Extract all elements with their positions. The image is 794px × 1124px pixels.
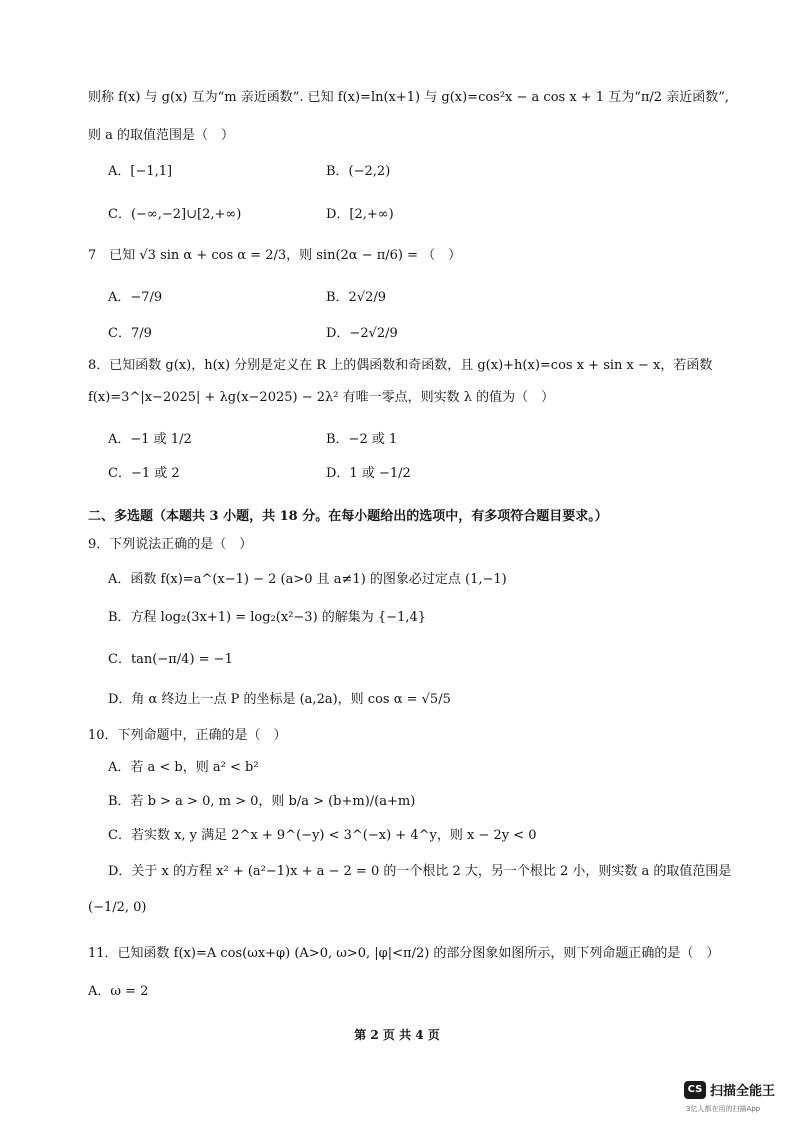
q10-option-d-cont: (−1/2, 0) (88, 900, 147, 915)
scanner-brand-name: 扫描全能王 (710, 1084, 776, 1099)
q8-option-c: C．−1 或 2 (108, 466, 180, 481)
scanner-tagline: 3亿人都在用的扫描App (686, 1105, 761, 1113)
q9-option-b: B．方程 log₂(3x+1) = log₂(x²−3) 的解集为 {−1,4} (108, 610, 427, 625)
q7-option-d: D．−2√2/9 (326, 326, 398, 341)
q6-option-d: D．[2,+∞) (326, 207, 394, 222)
q11-option-a: A．ω = 2 (88, 984, 149, 999)
q10-option-d: D．关于 x 的方程 x² + (a²−1)x + a − 2 = 0 的一个根比 2 大，另一个根比 2 小，则实数 a 的取值范围是 (108, 864, 732, 879)
q7-option-b: B．2√2/9 (326, 290, 387, 305)
q6-option-a: A．[−1,1] (108, 164, 173, 179)
q7-option-c: C．7/9 (108, 326, 152, 341)
question-11: 11．已知函数 f(x)=A cos(ωx+φ) (A>0, ω>0, |φ|<π/2) 的部分图象如图所示，则下列命题正确的是（ ） (88, 946, 720, 961)
q10-option-c: C．若实数 x, y 满足 2^x + 9^(−y) < 3^(−x) + 4^y，则 x − 2y < 0 (108, 828, 537, 843)
question-7: 7 已知 √3 sin α + cos α = 2/3，则 sin(2α − π/6) = （ ） (88, 248, 462, 263)
section-2-heading: 二、多选题（本题共 3 小题，共 18 分。在每小题给出的选项中，有多项符合题目要求。） (88, 509, 608, 524)
q8-option-b: B．−2 或 1 (326, 432, 398, 447)
q10-option-a: A．若 a < b，则 a² < b² (108, 760, 259, 775)
scanner-watermark (684, 1080, 775, 1099)
question-9: 9．下列说法正确的是（ ） (88, 537, 253, 552)
question-8: 8．已知函数 g(x)，h(x) 分别是定义在 R 上的偶函数和奇函数，且 g(x)+h(x)=cos x + sin x − x，若函数 (88, 358, 713, 373)
page-footer: 第 2 页 共 4 页 (354, 1028, 440, 1042)
q9-option-c: C．tan(−π/4) = −1 (108, 652, 233, 667)
q10-option-b: B．若 b > a > 0, m > 0，则 b/a > (b+m)/(a+m) (108, 794, 416, 809)
scanner-logo-icon: CS (684, 1081, 706, 1099)
question-6-stem: 则称 f(x) 与 g(x) 互为“m 亲近函数”. 已知 f(x)=ln(x+1) 与 g(x)=cos²x − a cos x + 1 互为“π/2 亲近函数”, (88, 90, 729, 105)
q8-option-d: D．1 或 −1/2 (326, 466, 411, 481)
question-8-cont: f(x)=3^|x−2025| + λg(x−2025) − 2λ² 有唯一零点，则实数 λ 的值为（ ） (88, 390, 555, 405)
question-6-stem-cont: 则 a 的取值范围是（ ） (88, 128, 235, 143)
q8-option-a: A．−1 或 1/2 (108, 432, 192, 447)
q9-option-d: D．角 α 终边上一点 P 的坐标是 (a,2a)，则 cos α = √5/5 (108, 692, 451, 707)
question-10: 10．下列命题中，正确的是（ ） (88, 728, 287, 743)
q6-option-c: C．(−∞,−2]∪[2,+∞) (108, 207, 242, 222)
q9-option-a: A．函数 f(x)=a^(x−1) − 2 (a>0 且 a≠1) 的图象必过定点 (1,−1) (108, 572, 507, 587)
q6-option-b: B．(−2,2) (326, 164, 391, 179)
q7-option-a: A．−7/9 (108, 290, 163, 305)
